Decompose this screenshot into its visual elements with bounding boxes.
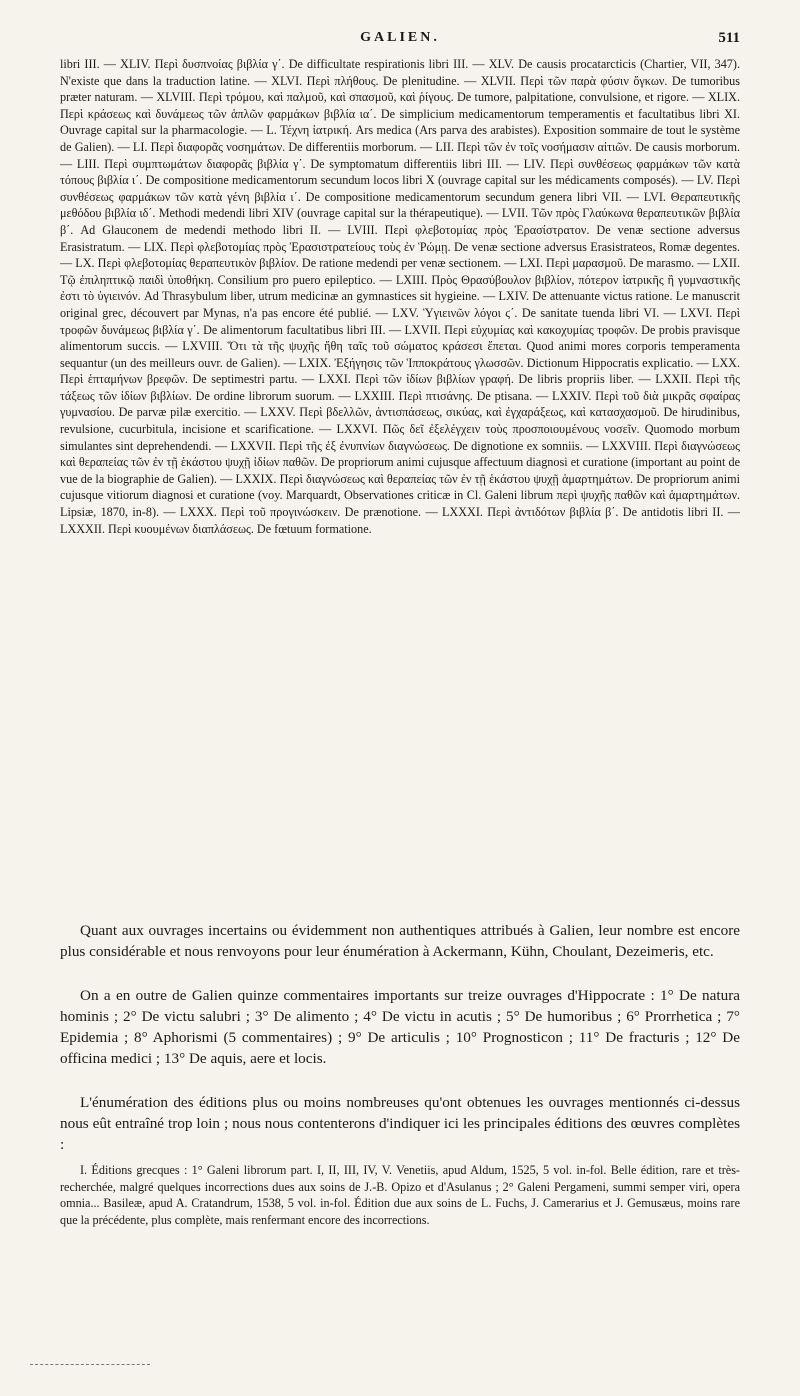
uncertain-works-section <box>60 920 740 962</box>
editions-intro-section <box>60 1092 740 1155</box>
page-header <box>60 30 740 52</box>
works-catalogue <box>60 56 740 537</box>
commentaries-section <box>60 985 740 1069</box>
editions-list-paragraph: I. Éditions grecques : 1° Galeni librorum part. I, II, III, IV, V. Venetiis, apud Aldum, 1525, 5 vol. in-fol. Belle édition, rare et très-recherchée, malgré quelques incorrections dues aux soins de J.-B. Opizo et d'Asulanus ; 2° Galeni Pergameni, summi semper viri, opera omnia... Basileæ, apud A. Cratandrum, 1538, 5 vol. in-fol. Édition due aux soins de L. Fuchs, J. Camerarius et J. Gemusæus, moins rare que la précédente, plus complète, mais renfermant encore des incorrections. <box>60 1163 740 1227</box>
uncertain-works-paragraph: Quant aux ouvrages incertains ou évidemment non authentiques attribués à Galien, leur nombre est encore plus considérable et nous renvoyons pour leur énumération à Ackermann, Kühn, Choulant, Dezeimeris, etc. <box>60 922 740 960</box>
editions-intro-paragraph: L'énumération des éditions plus ou moins nombreuses qu'ont obtenues les ouvrages mentionnés ci-dessus nous eût entraîné trop loin ; nous nous contenterons d'indiquer ici les principales éditions des œuvres complètes : <box>60 1094 740 1153</box>
editions-list-section <box>60 1162 740 1228</box>
running-head: GALIEN. <box>360 30 440 45</box>
page-number: 511 <box>718 30 740 46</box>
footer-rule <box>30 1364 150 1366</box>
commentaries-paragraph: On a en outre de Galien quinze commentaires importants sur treize ouvrages d'Hippocrate : 1° De natura hominis ; 2° De victu salubri ; 3° De alimento ; 4° De victu in acutis ; 5° De humoribus ; 6° Prorrhetica ; 7° Epidemia ; 8° Aphorismi (5 commentaires) ; 9° De articulis ; 10° Prognosticon ; 11° De fracturis ; 12° De officina medici ; 13° De aquis, aere et locis. <box>60 987 740 1067</box>
catalogue-text: libri III. — XLIV. Περὶ δυσπνοίας βιβλία γ΄. De difficultate respirationis libri III. — XLV. De causis procatarcticis (Chartier, VII, 347). N'existe que dans la traduction latine. — XLVI. Περὶ πλήθους. De plenitudine. — XLVII. Περὶ τῶν παρὰ φύσιν ὄγκων. De tumoribus præter naturam. — XLVIII. Περὶ τρόμου, καὶ παλμοῦ, καὶ σπασμοῦ, καὶ ῥίγους. De tumore, palpitatione, convulsione, et rigore. — XLIX. Περὶ κράσεως καὶ δυνάμεως τῶν ἁπλῶν φαρμάκων βιβλία ια΄. De simplicium medicamentorum temperamentis et facultatibus libri XI. Ouvrage capital sur la pharmacologie. — L. Τέχνη ἰατρική. Ars medica (Ars parva des arabistes). Exposition sommaire de tout le système de Galien). — LI. Περὶ διαφορᾶς νοσημάτων. De differentiis morborum. — LII. Περὶ τῶν ἐν τοῖς νοσήμασιν αἰτιῶν. De causis morborum. — LIII. Περὶ συμπτωμάτων διαφορᾶς βιβλία γ΄. De symptomatum differentiis libri III. — LIV. Περὶ συνθέσεως φαρμάκων τῶν κατὰ τόπους βιβλία ι΄. De compositione medicamentorum secundum locos libri X (ouvrage capital sur les médicaments composés). — LV. Περὶ συνθέσεως φαρμάκων τῶν κατὰ γένη βιβλία ι΄. De compositione medicamentorum secundum genera libri VII. — LVI. Θεραπευτικῆς μεθόδου βιβλία ιδ΄. Methodi medendi libri XIV (ouvrage capital sur la thérapeutique). — LVII. Τῶν πρὸς Γλαύκωνα θεραπευτικῶν βιβλία β΄. Ad Glauconem de medendi methodo libri II. — LVIII. Περὶ φλεβοτομίας πρὸς Ἐρασίστρατον. De venæ sectione adversus Erasistratum. — LIX. Περὶ φλεβοτομίας πρὸς Ἐρασιστρατείους τοὺς ἐν Ῥώμῃ. De venæ sectione adversus Erasistrateos, Romæ degentes. — LX. Περὶ φλεβοτομίας θεραπευτικὸν βιβλίον. De ratione medendi per venæ sectionem. — LXI. Περὶ μαρασμοῦ. De marasmo. — LXII. Τῷ ἐπιληπτικῷ παιδὶ ὑποθήκη. Consilium pro puero epileptico. — LXIII. Πρὸς Θρασύβουλον βιβλίον, πότερον ἰατρικῆς ἢ γυμναστικῆς ἐστι τὸ ὑγιεινόν. Ad Thrasybulum liber, utrum medicinæ an gymnastices sit hygieine. — LXIV. De attenuante victus ratione. Le manuscrit original grec, découvert par Mynas, n'a pas encore été publié. — LXV. Ὑγιεινῶν λόγοι ϛ΄. De sanitate tuenda libri VI. — LXVI. Περὶ τροφῶν δυνάμεως βιβλία γ΄. De alimentorum facultatibus libri III. — LXVII. Περὶ εὐχυμίας καὶ κακοχυμίας τροφῶν. De probis pravisque alimentorum succis. — LXVIII. Ὅτι τὰ τῆς ψυχῆς ἤθη ταῖς τοῦ σώματος κράσεσι ἕπεται. Quod animi mores corporis temperamenta sequantur (un des meilleurs ouvr. de Galien). — LXIX. Ἐξήγησις τῶν Ἱπποκράτους γλωσσῶν. Dictionum Hippocratis explicatio. — LXX. Περὶ ἑπταμήνων βρεφῶν. De septimestri partu. — LXXI. Περὶ τῶν ἰδίων βιβλίων γραφή. De libris propriis liber. — LXXII. Περὶ τῆς τάξεως τῶν ἰδίων βιβλίων. De ordine librorum suorum. — LXXIII. Περὶ πτισάνης. De ptisana. — LXXIV. Περὶ τοῦ διὰ μικρᾶς σφαίρας γυμνασίου. De parvæ pilæ exercitio. — LXXV. Περὶ βδελλῶν, ἀντισπάσεως, σικύας, καὶ ἐγχαράξεως, καὶ κατασχασμοῦ. De hirudinibus, revulsione, cucurbitula, incisione et scarificatione. — LXXVI. Πῶς δεῖ ἐξελέγχειν τοὺς προσποιουμένους νοσεῖν. Quomodo morbum simulantes sint deprehendendi. — LXXVII. Περὶ τῆς ἐξ ἐνυπνίων διαγνώσεως. De dignotione ex somniis. — LXXVIII. Περὶ διαγνώσεως καὶ θεραπείας τῶν ἐν τῇ ἑκάστου ψυχῇ ἰδίων παθῶν. De propriorum animi cujusque affectuum diagnosi et curatione (important au point de vue de la biographie de Galien). — LXXIX. Περὶ διαγνώσεως καὶ θεραπείας τῶν ἐν τῇ ἑκάστου ψυχῇ ἁμαρτημάτων. De propriorum animi cujusque vitiorum diagnosi et curatione (voy. Marquardt, Observationes criticæ in Cl. Galeni librum περὶ ψυχῆς παθῶν καὶ ἁμαρτημάτων. Lipsiæ, 1870, in-8). — LXXX. Περὶ τοῦ προγινώσκειν. De prænotione. — LXXXI. Περὶ ἀντιδότων βιβλία β΄. De antidotis libri II. — LXXXII. Περὶ κυουμένων διαπλάσεως. De fœtuum formatione. <box>60 57 740 536</box>
